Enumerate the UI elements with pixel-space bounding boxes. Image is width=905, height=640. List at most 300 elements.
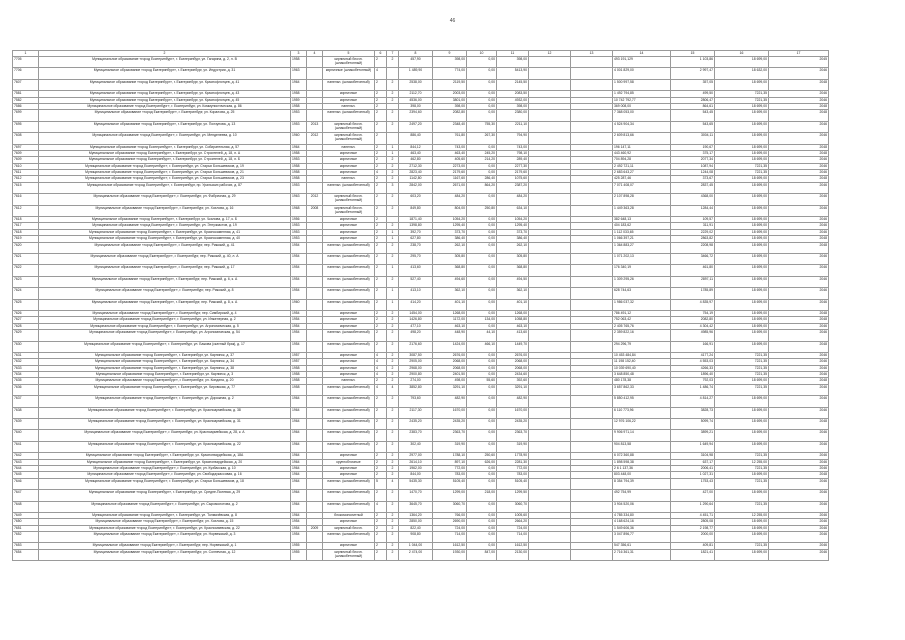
table-cell: 2: [387, 459, 399, 465]
table-cell: 289,40: [497, 157, 529, 163]
table-cell: 463,40: [433, 150, 467, 156]
page-number: 46: [449, 18, 456, 24]
table-cell: 2046: [769, 532, 829, 543]
table-cell: 2387,20: [497, 182, 529, 193]
table-cell: Муниципальное образование «город Екатеринбург», г. Екатеринбург, ул. Красномаевская, д. 22: [39, 525, 291, 531]
table-cell: 1871,40: [399, 217, 433, 223]
table-cell: 7651: [13, 525, 39, 531]
table-cell: 2: [375, 157, 387, 163]
table-cell: 250,60: [467, 453, 497, 459]
table-cell: 294 296,79: [613, 341, 671, 352]
table-cell: 904 813,58: [613, 441, 671, 452]
table-cell: 2: [375, 79, 387, 90]
table-cell: панельн. (шлакобетонный): [323, 330, 375, 341]
table-cell: 362,10: [433, 288, 467, 299]
table-cell: 2006,41: [671, 465, 715, 471]
table-cell: кирпичные: [323, 170, 375, 176]
table-cell: 803 448,00: [613, 472, 671, 478]
table-cell: 0,00: [467, 265, 497, 276]
table-cell: 752 063,42: [613, 317, 671, 323]
table-row: [13, 490, 829, 501]
table-cell: 382 648,13: [613, 217, 671, 223]
table-cell: панельн. (шлакобетонный): [323, 242, 375, 253]
table-cell: 704 894,28: [613, 157, 671, 163]
table-cell: 1930,00: [433, 549, 467, 560]
table-row: [13, 341, 829, 352]
table-cell: 7623: [13, 276, 39, 287]
table-cell: 18 699,00: [715, 310, 769, 316]
table-cell: кирпичные: [323, 223, 375, 229]
table-cell: 1954: [291, 519, 307, 525]
table-row: [13, 501, 829, 512]
table-cell: 2: [375, 512, 387, 518]
table-cell: 2048: [769, 378, 829, 384]
table-cell: 2: [375, 310, 387, 316]
table-cell: 1964: [291, 478, 307, 489]
table-cell: 2273,00: [433, 163, 467, 169]
table-row: [13, 407, 829, 418]
table-cell: 0,00: [467, 229, 497, 235]
table-cell: 1958: [291, 170, 307, 176]
table-cell: 0,00: [467, 144, 497, 150]
table-cell: 18 699,00: [715, 317, 769, 323]
table-cell: 1172,00: [433, 317, 467, 323]
table-cell: 7221,35: [715, 501, 769, 512]
table-cell: кирпичные: [323, 323, 375, 329]
table-cell: 10 742 792,77: [613, 97, 671, 103]
table-cell: 2: [375, 453, 387, 459]
table-cell: 4 814,27: [671, 396, 715, 407]
table-cell: Муниципальное образование «город Екатеринбург», г. Екатеринбург, пр. Уральских рабочих, д. 87: [39, 182, 291, 193]
table-cell: 7221,35: [715, 352, 769, 358]
table-cell: 2112,70: [399, 91, 433, 97]
table-cell: 2046: [769, 205, 829, 216]
table-cell: 2: [375, 276, 387, 287]
table-cell: 0,00: [467, 68, 497, 79]
table-cell: 2048: [769, 79, 829, 90]
table-cell: 7221,35: [715, 365, 769, 371]
table-cell: 2: [375, 490, 387, 501]
table-cell: 2130,00: [497, 549, 529, 560]
table-cell: 2048: [769, 150, 829, 156]
table-row: [13, 242, 829, 253]
table-cell: [571, 253, 613, 264]
table-cell: [307, 288, 323, 299]
table-row: [13, 57, 829, 68]
table-cell: Муниципальное образование «город Екатеринбург», г. Екатеринбург, ул. Строителей, д. 18, л. А: [39, 150, 291, 156]
table-cell: 2046: [769, 323, 829, 329]
table-cell: 401,10: [497, 299, 529, 310]
table-cell: 7581: [13, 91, 39, 97]
table-cell: 2897,11: [671, 276, 715, 287]
table-cell: Муниципальное образование «город Екатеринбург», г. Екатеринбург, пер. Норвежский, д. 1: [39, 543, 291, 549]
table-cell: 3: [387, 182, 399, 193]
table-cell: Муниципальное образование «город Екатеринбург», г. Екатеринбург, ул. Коммунистическая, д. 86: [39, 103, 291, 109]
table-cell: 2: [387, 378, 399, 384]
table-cell: 7627: [13, 317, 39, 323]
column-number-10: 10: [467, 51, 497, 57]
table-cell: [571, 57, 613, 68]
table-cell: 2: [375, 176, 387, 182]
table-cell: 2048: [769, 472, 829, 478]
table-cell: Муниципальное образование «город Екатеринбург», г. Екатеринбург, ул. Кузбасская, д. 10: [39, 465, 291, 471]
table-cell: [307, 242, 323, 253]
table-cell: [529, 276, 571, 287]
table-cell: 2179,60: [433, 170, 467, 176]
table-cell: 1964: [291, 501, 307, 512]
table-cell: 463,40: [399, 150, 433, 156]
table-cell: 2: [375, 242, 387, 253]
table-cell: 2046: [769, 519, 829, 525]
table-cell: 386,40: [433, 236, 467, 242]
table-row: [13, 182, 829, 193]
table-cell: 2046: [769, 182, 829, 193]
table-cell: 2348,40: [433, 121, 467, 132]
table-cell: Муниципальное образование «город Екатеринбург», г. Екатеринбург, ул. Краснокаменная, д. 41: [39, 229, 291, 235]
table-cell: 0,00: [467, 352, 497, 358]
table-cell: панельн.: [323, 378, 375, 384]
table-cell: 3291,10: [433, 384, 467, 395]
table-cell: 2281,30: [497, 459, 529, 465]
table-cell: 1 027,31: [671, 472, 715, 478]
table-cell: 4: [375, 501, 387, 512]
table-cell: 2048: [769, 419, 829, 430]
table-cell: 2046: [769, 549, 829, 560]
table-cell: Муниципальное образование «город Екатеринбург», г. Екатеринбург, ул. Старых Большевиков, д. 19: [39, 163, 291, 169]
table-cell: 7632: [13, 359, 39, 365]
table-cell: [571, 478, 613, 489]
table-cell: 527,40: [399, 276, 433, 287]
table-cell: 2048: [769, 236, 829, 242]
table-cell: панельн.: [323, 176, 375, 182]
table-cell: 7221,35: [715, 170, 769, 176]
table-cell: 0,00: [467, 223, 497, 229]
table-cell: 463,10: [497, 323, 529, 329]
table-cell: 134,00: [467, 317, 497, 323]
table-cell: 414,20: [399, 299, 433, 310]
table-cell: 2077,34: [671, 157, 715, 163]
table-cell: 3 648 850,48: [613, 372, 671, 378]
table-cell: Муниципальное образование «город Екатеринбург», г. Екатеринбург, ул. Инженерная, д. 2: [39, 317, 291, 323]
table-cell: панельн. (шлакобетонный): [323, 265, 375, 276]
table-cell: 18 699,00: [715, 430, 769, 441]
table-cell: 262,10: [433, 242, 467, 253]
table-cell: 7628: [13, 323, 39, 329]
table-cell: 3 657 862,33: [613, 384, 671, 395]
table-cell: 1960: [291, 299, 307, 310]
column-number-15: 15: [671, 51, 715, 57]
table-cell: 0,00: [467, 519, 497, 525]
table-cell: 4 553,03: [671, 359, 715, 365]
table-cell: [529, 430, 571, 441]
table-cell: 793,60: [399, 396, 433, 407]
table-cell: 772,00: [497, 465, 529, 471]
table-cell: 0,00: [467, 478, 497, 489]
table-cell: 398,00: [433, 103, 467, 109]
table-cell: Муниципальное образование «город Екатеринбург», г. Екатеринбург, ул. Красногвардейская, д. 18А: [39, 453, 291, 459]
table-cell: 7636: [13, 384, 39, 395]
table-cell: 1244,08: [671, 170, 715, 176]
table-cell: Муниципальное образование «город Екатеринбург», г. Екатеринбург, ул. Толмачёвская, д. 8: [39, 512, 291, 518]
table-cell: 1670,00: [433, 407, 467, 418]
table-cell: Муниципальное образование «город Екатеринбург», г. Екатеринбург, ул. Хохлова, д. 16: [39, 205, 291, 216]
table-cell: [529, 330, 571, 341]
table-cell: Муниципальное образование «город Екатеринбург», г. Екатеринбург, ул. Бажова (скатный брак), д. 17: [39, 341, 291, 352]
table-cell: 2: [387, 430, 399, 441]
column-number-12: 12: [529, 51, 571, 57]
table-cell: 2: [387, 276, 399, 287]
table-cell: панельн. (шлакобетонный): [323, 288, 375, 299]
table-cell: Муниципальное образование «город Екатеринбург», г. Екатеринбург, ул. Кондина, д. 20: [39, 378, 291, 384]
table-cell: [529, 57, 571, 68]
table-cell: [571, 441, 613, 452]
table-cell: 18 699,00: [715, 110, 769, 121]
table-cell: 2: [375, 288, 387, 299]
table-cell: 1268,00: [497, 310, 529, 316]
table-cell: 2: [375, 144, 387, 150]
table-cell: 7644: [13, 465, 39, 471]
table-cell: кирпичный блочн. (шлакобетонный): [323, 121, 375, 132]
table-cell: 4536,00: [399, 97, 433, 103]
table-cell: 2: [375, 121, 387, 132]
table-row: [13, 79, 829, 90]
table-cell: [571, 501, 613, 512]
table-cell: 2046: [769, 265, 829, 276]
table-cell: [307, 549, 323, 560]
table-cell: 4: [375, 365, 387, 371]
table-cell: 1964: [291, 490, 307, 501]
table-cell: Муниципальное образование «город Екатеринбург», г. Екатеринбург, ул. Агрономическая, д. 54: [39, 330, 291, 341]
table-cell: 2676,00: [497, 352, 529, 358]
table-row: [13, 441, 829, 452]
table-cell: 2: [387, 176, 399, 182]
table-cell: 864,61: [671, 103, 715, 109]
table-cell: кирпичный блочн. (шлакобетонный): [323, 205, 375, 216]
table-cell: [571, 341, 613, 352]
table-cell: 2900,80: [399, 372, 433, 378]
table-cell: 2: [375, 459, 387, 465]
table-cell: 7630: [13, 341, 39, 352]
table-cell: Муниципальное образование «город Екатеринбург», г. Екатеринбург, ул. Красноармейская, д. 38: [39, 407, 291, 418]
table-cell: 18 699,00: [715, 490, 769, 501]
table-cell: 2: [387, 441, 399, 452]
table-cell: 2435,20: [399, 419, 433, 430]
table-cell: [307, 407, 323, 418]
table-cell: 2805,08: [671, 519, 715, 525]
table-cell: кирпичные: [323, 163, 375, 169]
table-cell: 2977,00: [399, 453, 433, 459]
table-cell: 2046: [769, 512, 829, 518]
table-cell: 2: [387, 163, 399, 169]
table-cell: [571, 384, 613, 395]
table-cell: 7616: [13, 194, 39, 205]
table-row: [13, 478, 829, 489]
table-cell: 1612,50: [433, 543, 467, 549]
table-cell: 628 744,63: [613, 288, 671, 299]
table-cell: 443 460,92: [613, 150, 671, 156]
table-cell: [529, 79, 571, 90]
table-cell: 772,00: [433, 465, 467, 471]
table-cell: 4: [375, 352, 387, 358]
table-cell: [529, 490, 571, 501]
column-number-1: 1: [13, 51, 39, 57]
table-cell: [529, 299, 571, 310]
table-cell: 1 066 397,21: [613, 236, 671, 242]
table-cell: 1958: [291, 163, 307, 169]
table-cell: 398,00: [399, 103, 433, 109]
table-cell: 798,10: [497, 150, 529, 156]
table-cell: кирпичные: [323, 372, 375, 378]
table-cell: 2: [387, 407, 399, 418]
table-cell: 2: [387, 157, 399, 163]
table-row: [13, 532, 829, 543]
table-cell: 250,80: [467, 205, 497, 216]
table-cell: 634,10: [497, 205, 529, 216]
table-cell: Муниципальное образование «город Екатеринбург», г. Екатеринбург, ул. Дорожная, д. 2: [39, 396, 291, 407]
table-cell: 2 997,47: [671, 68, 715, 79]
table-cell: 2: [387, 453, 399, 459]
table-cell: 2048: [769, 242, 829, 253]
table-cell: 2380,00: [497, 110, 529, 121]
table-cell: 2: [375, 217, 387, 223]
table-cell: 484,20: [433, 194, 467, 205]
table-cell: 238,70: [399, 242, 433, 253]
table-cell: 3852,80: [399, 384, 433, 395]
table-cell: 18 699,00: [715, 182, 769, 193]
table-cell: 1 549 606,36: [613, 525, 671, 531]
table-cell: 2 107 898,28: [613, 194, 671, 205]
table-cell: Муниципальное образование «город Екатеринбург», г. Екатеринбург, ул. Хохлова, д. 15: [39, 519, 291, 525]
table-cell: [307, 68, 323, 79]
table-cell: кирпичные: [323, 453, 375, 459]
table-cell: [529, 121, 571, 132]
table-cell: 2046: [769, 330, 829, 341]
table-cell: 1: [387, 150, 399, 156]
table-cell: 2: [387, 330, 399, 341]
table-cell: 2046: [769, 441, 829, 452]
table-cell: 2: [387, 352, 399, 358]
table-cell: 1957: [291, 359, 307, 365]
table-cell: 4: [387, 478, 399, 489]
table-cell: 373,67: [671, 176, 715, 182]
table-cell: 3291,10: [497, 384, 529, 395]
table-cell: 18 699,00: [715, 276, 769, 287]
table-cell: [307, 441, 323, 452]
table-cell: 5105,40: [497, 478, 529, 489]
table-cell: [529, 419, 571, 430]
table-cell: 4 524 904,34: [613, 121, 671, 132]
table-cell: 2: [375, 441, 387, 452]
table-cell: 1963: [291, 68, 307, 79]
table-cell: [307, 478, 323, 489]
table-cell: 0,00: [467, 543, 497, 549]
table-cell: Муниципальное образование «город Екатеринбург», г. Екатеринбург, ул. Индустрии, д. 31: [39, 68, 291, 79]
table-cell: 2: [375, 465, 387, 471]
table-cell: 498,00: [433, 378, 467, 384]
table-cell: Муниципальное образование «город Екатеринбург», г. Екатеринбург, ул. Краснокаменная, д. 40: [39, 236, 291, 242]
table-cell: 1964: [291, 419, 307, 430]
table-cell: 1449,70: [497, 341, 529, 352]
table-cell: 3060,70: [433, 501, 467, 512]
table-cell: Муниципальное образование «город Екатеринбург», г. Екатеринбург, ул. Норвежский, д. 3: [39, 532, 291, 543]
table-cell: [307, 501, 323, 512]
table-cell: 18 699,00: [715, 150, 769, 156]
table-cell: Муниципальное образование «город Екатеринбург», г. Екатеринбург, ул. Чкалова, д. 17, к. Б: [39, 217, 291, 223]
table-cell: 401,10: [433, 299, 467, 310]
table-cell: 1087,94: [671, 163, 715, 169]
table-cell: 7631: [13, 352, 39, 358]
table-cell: 1454,00: [399, 310, 433, 316]
table-cell: 637,17: [671, 459, 715, 465]
table-cell: 2046: [769, 299, 829, 310]
table-cell: панельн. (шлакобетонный): [323, 396, 375, 407]
table-cell: 7607: [13, 79, 39, 90]
table-cell: 2013: [307, 121, 323, 132]
table-cell: 4368,00: [671, 194, 715, 205]
table-cell: 2823,40: [399, 170, 433, 176]
table-cell: 2: [375, 265, 387, 276]
table-cell: 2842,00: [399, 182, 433, 193]
table-cell: 404 183,62: [613, 223, 671, 229]
table-cell: 2: [387, 317, 399, 323]
table-cell: 7221,35: [715, 384, 769, 395]
table-cell: кирпичные: [323, 465, 375, 471]
table-cell: [529, 478, 571, 489]
table-cell: 18 699,00: [715, 378, 769, 384]
table-cell: [571, 330, 613, 341]
table-cell: 7648: [13, 501, 39, 512]
table-cell: 7647: [13, 490, 39, 501]
table-cell: [529, 549, 571, 560]
table-cell: 804,00: [433, 205, 467, 216]
table-cell: 7637: [13, 396, 39, 407]
table-cell: Муниципальное образование «город Екатеринбург», г. Екатеринбург, пер. Рижский, д. 40, л. А: [39, 253, 291, 264]
table-cell: [529, 341, 571, 352]
table-cell: кирпичные (шлакобетонный): [323, 68, 375, 79]
table-cell: 461,80: [671, 265, 715, 276]
table-cell: [307, 57, 323, 68]
table-cell: Муниципальное образование «город Екатеринбург», г. Екатеринбург, ул. Солнечная, д. 12: [39, 549, 291, 560]
table-cell: 305,80: [497, 253, 529, 264]
table-cell: [307, 182, 323, 193]
table-cell: 2: [375, 519, 387, 525]
table-cell: 18 699,00: [715, 419, 769, 430]
table-cell: 18 699,00: [715, 341, 769, 352]
table-cell: Муниципальное образование «город Екатеринбург», г. Екатеринбург, пер. Рижский, д. 6, к. А: [39, 276, 291, 287]
table-cell: кирпичные: [323, 365, 375, 371]
table-cell: 0,00: [467, 242, 497, 253]
table-cell: 792,03: [671, 378, 715, 384]
table-cell: 1964: [291, 430, 307, 441]
table-cell: 7697: [13, 144, 39, 150]
table-cell: 1 112 033,65: [613, 229, 671, 235]
table-cell: 4266,33: [671, 365, 715, 371]
table-cell: 480 178,38: [613, 378, 671, 384]
table-cell: 783,00: [497, 472, 529, 478]
table-cell: 109,57: [671, 217, 715, 223]
table-cell: [571, 79, 613, 90]
table-cell: 2046: [769, 465, 829, 471]
table-cell: 7221,35: [715, 163, 769, 169]
table-cell: 1: [387, 288, 399, 299]
table-cell: панельн. (шлакобетонный): [323, 182, 375, 193]
table-cell: 2046: [769, 68, 829, 79]
table-cell: панельн. (шлакобетонный): [323, 430, 375, 441]
table-cell: 849,80: [399, 205, 433, 216]
table-cell: 2208,98: [671, 242, 715, 253]
table-cell: панельн. (шлакобетонный): [323, 79, 375, 90]
table-cell: [529, 384, 571, 395]
